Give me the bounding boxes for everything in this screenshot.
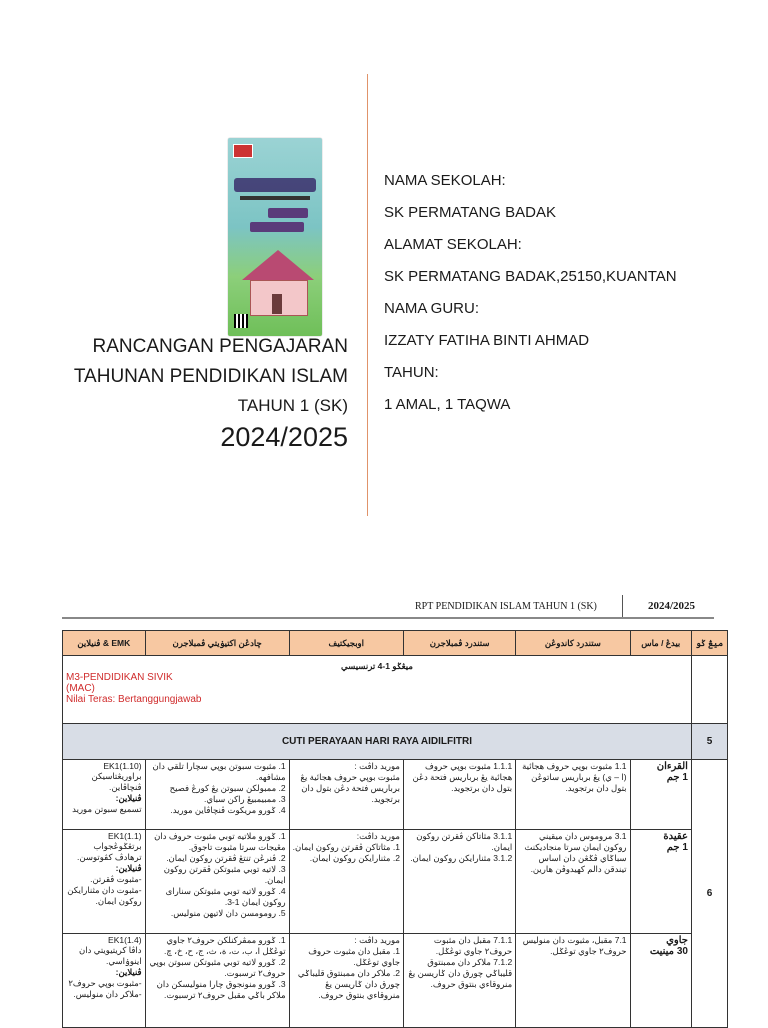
sk-item: 3.1 مروموس دان ميقيني روکون ايمان سرتا منجاديکنث سباݢاي ڤݢڠن دان اساس تيندقن دالم کهيدوڤن هارين. (524, 831, 627, 874)
page-header-separator (622, 595, 623, 617)
teacher-name-value: IZZATY FATIHA BINTI AHMAD (384, 332, 590, 349)
house-door-icon (272, 294, 282, 314)
week-empty-cell (691, 656, 727, 724)
emk-code: EK1(1.10) (103, 761, 142, 771)
civic-line3: Nilai Teras: Bertanggungjawab (66, 694, 202, 705)
week-6: 6 (691, 760, 727, 1028)
assessment-text: -مثبوت ڤقرتن. (90, 874, 142, 884)
col-activity: چادڠن اکتيۏيتي ڤمبلاجرن (145, 631, 289, 656)
col-emk: EMK & ڤنيلاين (63, 631, 146, 656)
sk-item: 7.1 مقبل، مثبوت دان منوليس حروف٢ جاوي توڠݢل. (522, 935, 627, 956)
sk-item: 1.1 مثبوت بوڽي حروف هجائية (ا – ي) يڠ برباريس ساتوڠن بتول دان برتجويد. (522, 761, 627, 793)
activity-item: 4. ݢورو مريکوت ڤنچاڤاين موريد. (170, 805, 286, 815)
objective-item: موريد داڤت : (354, 761, 400, 771)
cover-title-line3: TAHUN 1 (SK) (237, 396, 348, 415)
col-sk: ستندرد کاندوڠن (516, 631, 630, 656)
emk-text: براوريڠتاسيکن ڤنچاڤاين. (91, 771, 142, 792)
bidang-cell (630, 760, 691, 830)
civic-line2: (MAC) (66, 683, 95, 694)
objective-cell (289, 760, 403, 830)
sp-item: 3.1.2 مثنارايکن روکون ايمان. (410, 853, 513, 863)
objective-item: مثبوت بوڽي حروف هجائية يڠ برباريس فتحة دڠن بتول دان برتجويد. (300, 772, 400, 804)
bidang-name: القرءان (656, 761, 688, 772)
table-row (63, 760, 728, 830)
page-header-title: RPT PENDIDIKAN ISLAM TAHUN 1 (SK) (415, 601, 597, 612)
bidang-name: عقيدة (663, 831, 688, 842)
page-header-rule (62, 617, 714, 619)
emk-cell (63, 760, 146, 830)
emk-code: EK1(1.1) (108, 831, 142, 841)
objective-cell (289, 934, 403, 1028)
theme-cell (63, 656, 692, 724)
col-objective: اوبجيکتيف (289, 631, 403, 656)
sp-item: 7.1.1 مقبل دان مثبوت حروف٢ جاوي توڠݢل. (433, 935, 513, 956)
objective-item: موريد داڤت : (354, 935, 400, 945)
activity-item: 2. ڤنرڠن تنتڠ ڤقرتن روکون ايمان. (166, 853, 286, 863)
activity-item: 1. مثبوت سبوتن بوڽي سچارا تلقي دان مشافهه. (152, 761, 286, 782)
activity-item: 2. ݢورو لاتيه توبي مثبوتکن سبوتن بوڽي حروف٢ ترسبوت. (149, 957, 286, 978)
cover-title-line1: RANCANGAN PENGAJARAN (92, 336, 348, 357)
assessment-text: تسميع سبوتن موريد (72, 804, 142, 814)
bidang-name: جاوي (666, 935, 688, 946)
table-row (63, 934, 728, 1028)
activity-item: 3. لاتيه توبي مثبوتکن ڤقرتن روکون ايمان. (163, 864, 286, 885)
cover-title-line2: TAHUNAN PENDIDIKAN ISLAM (73, 366, 348, 387)
book-series-tag (250, 222, 304, 232)
table-row (63, 830, 728, 934)
objective-cell (289, 830, 403, 934)
book-subtitle (240, 196, 310, 200)
kssr-logo-icon (233, 144, 253, 158)
school-name-value: SK PERMATANG BADAK (384, 204, 556, 221)
activity-item: 1. ݢورو ملاتيه توبي مثبوت حروف دان مڠيجات سرتا مثبوت تاجوق. (154, 831, 286, 852)
activity-cell (145, 830, 289, 934)
sp-item: 7.1.2 ملاکر دان ممبنتوق قليباݢي چورق دان ݢاريسن يڠ منروقاءي بنتوق حروف. (408, 957, 513, 989)
activity-cell (145, 760, 289, 830)
activity-item: 1. ݢورو ممڤرکنلکن حروف٢ جاوي توڠݢل ا، ب، ت، ة، ث، ج، ح، خ، چ. (164, 935, 286, 956)
sp-cell (403, 830, 515, 934)
objective-item: 1. مثاتاکن ڤقرتن روکون ايمان. (292, 842, 400, 852)
school-address-label: ALAMAT SEKOLAH: (384, 236, 522, 253)
qr-code-icon (234, 314, 248, 328)
bidang-cell (630, 830, 691, 934)
theme-title: ميڠݢو 1-4 ترنسيسي (341, 661, 413, 671)
year-value: 1 AMAL, 1 TAQWA (384, 396, 511, 413)
table-row-theme (63, 656, 728, 724)
col-sp: ستندرد ڤمبلاجرن (403, 631, 515, 656)
emk-cell (63, 934, 146, 1028)
holiday-cell: CUTI PERAYAAN HARI RAYA AIDILFITRI (63, 724, 692, 760)
activity-item: 5. رومومسن دان لاتيهن منوليس. (170, 908, 286, 918)
objective-item: موريد داڤت: (356, 831, 400, 841)
sp-cell (403, 760, 515, 830)
house-roof-icon (242, 250, 314, 280)
emk-cell (63, 830, 146, 934)
teacher-name-label: NAMA GURU: (384, 300, 480, 317)
objective-item: 2. ملاکر دان ممبنتوق قليباݢي چورق دان ݢاريسن يڠ منروقاءي بنتوق حروف. (297, 968, 400, 1000)
activity-item: 3. ممبيمبيڠ راکن سباي. (203, 794, 286, 804)
table-row-holiday (63, 724, 728, 760)
book-year-tag (268, 208, 308, 218)
assessment-text: -ملاکر دان منوليس. (73, 989, 142, 999)
sk-cell (516, 760, 630, 830)
bidang-time: 30 مينيت (649, 946, 688, 957)
textbook-cover-image (228, 138, 322, 336)
civic-line1: M3-PENDIDIKAN SIVIK (66, 672, 173, 683)
objective-item: 2. مثنارايکن روکون ايمان. (309, 853, 400, 863)
activity-item: 2. ممبولکن سبوتن يڠ کورڠ فصيح (169, 783, 286, 793)
assessment-text: -مثبوت بوڽي حروف٢ (68, 978, 142, 988)
emk-text: داڤا کريتيويتي دان اينوۏاسي. (79, 945, 142, 966)
assessment-text: -مثبوت دان مثنارايکن روکون ايمان. (67, 885, 142, 906)
cover-year: 2024/2025 (220, 422, 348, 452)
bidang-time: 1 جم (666, 842, 688, 853)
sp-item: 1.1.1 مثبوت بوڽي حروف هجائية يڠ برباريس فتحة دڠن بتول دان برتجويد. (412, 761, 513, 793)
arabic-title-banner (234, 178, 316, 192)
bidang-time: 1 جم (666, 772, 688, 783)
week-5: 5 (691, 724, 727, 760)
rpt-table (62, 630, 728, 1028)
activity-item: 3. ݢورو منونجوق چارا منوليسکن دان ملاکر باݢي مقبل حروف٢ ترسبوت. (156, 979, 286, 1000)
objective-item: 1. مقبل دان مثبوت حروف جاوي توڠݢل. (308, 946, 400, 967)
sk-cell (516, 934, 630, 1028)
activity-cell (145, 934, 289, 1028)
bidang-cell (630, 934, 691, 1028)
sk-cell (516, 830, 630, 934)
emk-code: EK1(1.4) (108, 935, 142, 945)
school-address-value: SK PERMATANG BADAK,25150,KUANTAN (384, 268, 677, 285)
assessment-label: ڤنيلاين: (115, 793, 142, 803)
activity-item: 4. ݢورو لاتيه توبي مثبوتکن سنارای روکون ايمان 1-3. (165, 886, 286, 907)
year-label: TAHUN: (384, 364, 439, 381)
emk-text: برتڠݢوڠجواب ترهادڤ کڤوتوسن. (77, 841, 142, 862)
col-week: ميڠ ݢو (691, 631, 727, 656)
table-header-row (63, 631, 728, 656)
school-name-label: NAMA SEKOLAH: (384, 172, 506, 189)
sp-item: 3.1.1 مثاتاکن ڤقرتن روکون ايمان. (416, 831, 513, 852)
page-header-year: 2024/2025 (648, 600, 696, 612)
assessment-label: ڤنيلاين: (115, 967, 142, 977)
col-bidang: بيدڠ / ماس (630, 631, 691, 656)
assessment-label: ڤنيلاين: (115, 863, 142, 873)
cover-divider (367, 74, 368, 516)
sp-cell (403, 934, 515, 1028)
